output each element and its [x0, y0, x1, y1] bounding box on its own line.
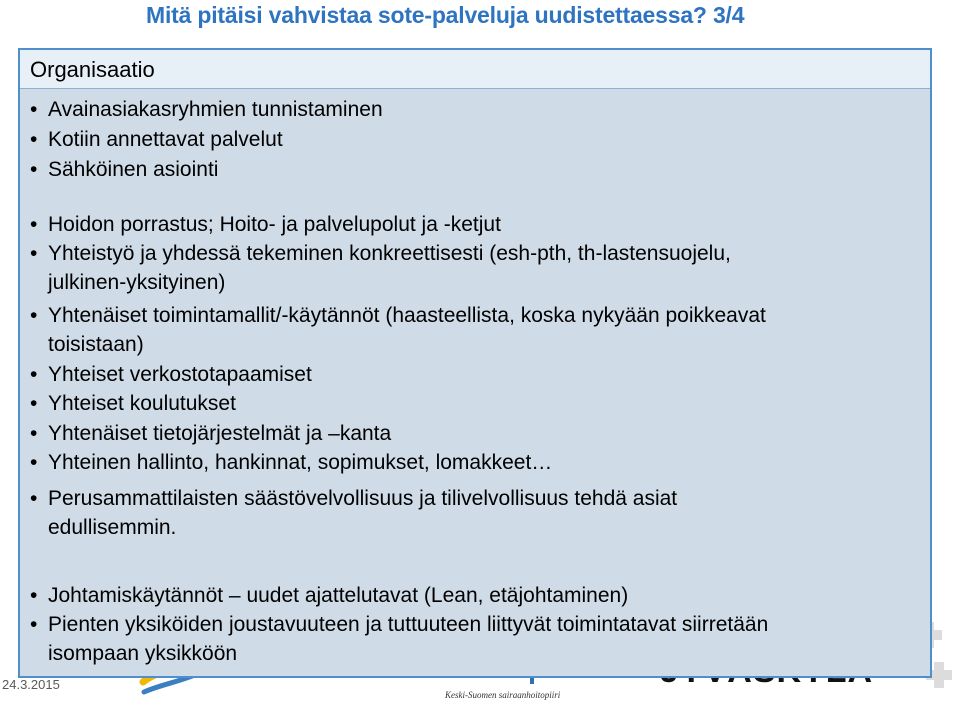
panel-header: Organisaatio	[20, 50, 930, 89]
list-item-text: Yhteistyö ja yhdessä tekeminen konkreettisesti (esh-pth, th-lastensuojelu,	[48, 242, 731, 265]
list-item-text: isompaan yksikköön	[48, 642, 238, 665]
list-item	[30, 360, 312, 389]
bullet-icon: •	[30, 451, 38, 474]
list-item	[30, 155, 218, 184]
bullet-icon: •	[30, 584, 38, 607]
bullet-icon: •	[30, 128, 38, 151]
list-item	[30, 448, 552, 477]
list-item-text: Yhteinen hallinto, hankinnat, sopimukset, lomakkeet…	[48, 451, 553, 474]
bullet-icon: •	[30, 363, 38, 386]
slide-title: Mitä pitäisi vahvistaa sote-palveluja uudistettaessa? 3/4	[146, 2, 745, 28]
list-item	[30, 389, 236, 418]
bullet-icon: •	[30, 304, 38, 327]
list-item	[30, 210, 501, 239]
list-item-text: Kotiin annettavat palvelut	[48, 128, 283, 151]
list-item-text: toisistaan)	[48, 333, 144, 356]
bullet-icon: •	[30, 422, 38, 445]
content-panel	[18, 48, 932, 678]
list-item	[30, 95, 383, 124]
list-item-text: Yhteiset verkostotapaamiset	[48, 363, 312, 386]
list-item	[30, 301, 766, 359]
list-item-text: edullisemmin.	[48, 516, 177, 539]
bullet-icon: •	[30, 98, 38, 121]
bullet-icon: •	[30, 487, 38, 510]
bullet-icon: •	[30, 613, 38, 636]
list-item-text: Pienten yksiköiden joustavuuteen ja tuttuuteen liittyvät toimintatavat siirretään	[48, 613, 769, 636]
list-item	[30, 239, 731, 297]
bullet-icon: •	[30, 242, 38, 265]
list-item-text: Yhtenäiset tietojärjestelmät ja –kanta	[48, 422, 392, 445]
list-item	[30, 419, 391, 448]
list-item	[30, 610, 768, 668]
list-item	[30, 484, 677, 542]
list-item-text: julkinen-yksityinen)	[48, 271, 226, 294]
list-item-text: Yhtenäiset toimintamallit/-käytännöt (haasteellista, koska nykyään poikkeavat	[48, 304, 766, 327]
bullet-icon: •	[30, 158, 38, 181]
list-item-text: Yhteiset koulutukset	[48, 392, 236, 415]
list-item-text: Johtamiskäytännöt – uudet ajattelutavat (Lean, etäjohtaminen)	[48, 584, 629, 607]
bullet-icon: •	[30, 213, 38, 236]
list-item	[30, 581, 628, 610]
bullet-icon: •	[30, 392, 38, 415]
list-item-text: Avainasiakasryhmien tunnistaminen	[48, 98, 383, 121]
org-logo-text: Keski-Suomen sairaanhoitopiiri	[445, 690, 561, 700]
list-item-text: Hoidon porrastus; Hoito- ja palvelupolut ja -ketjut	[48, 213, 501, 236]
list-item	[30, 125, 283, 154]
slide-date: 24.3.2015	[2, 677, 60, 692]
list-item-text: Sähköinen asiointi	[48, 158, 219, 181]
list-item-text: Perusammattilaisten säästövelvollisuus ja tilivelvollisuus tehdä asiat	[48, 487, 678, 510]
